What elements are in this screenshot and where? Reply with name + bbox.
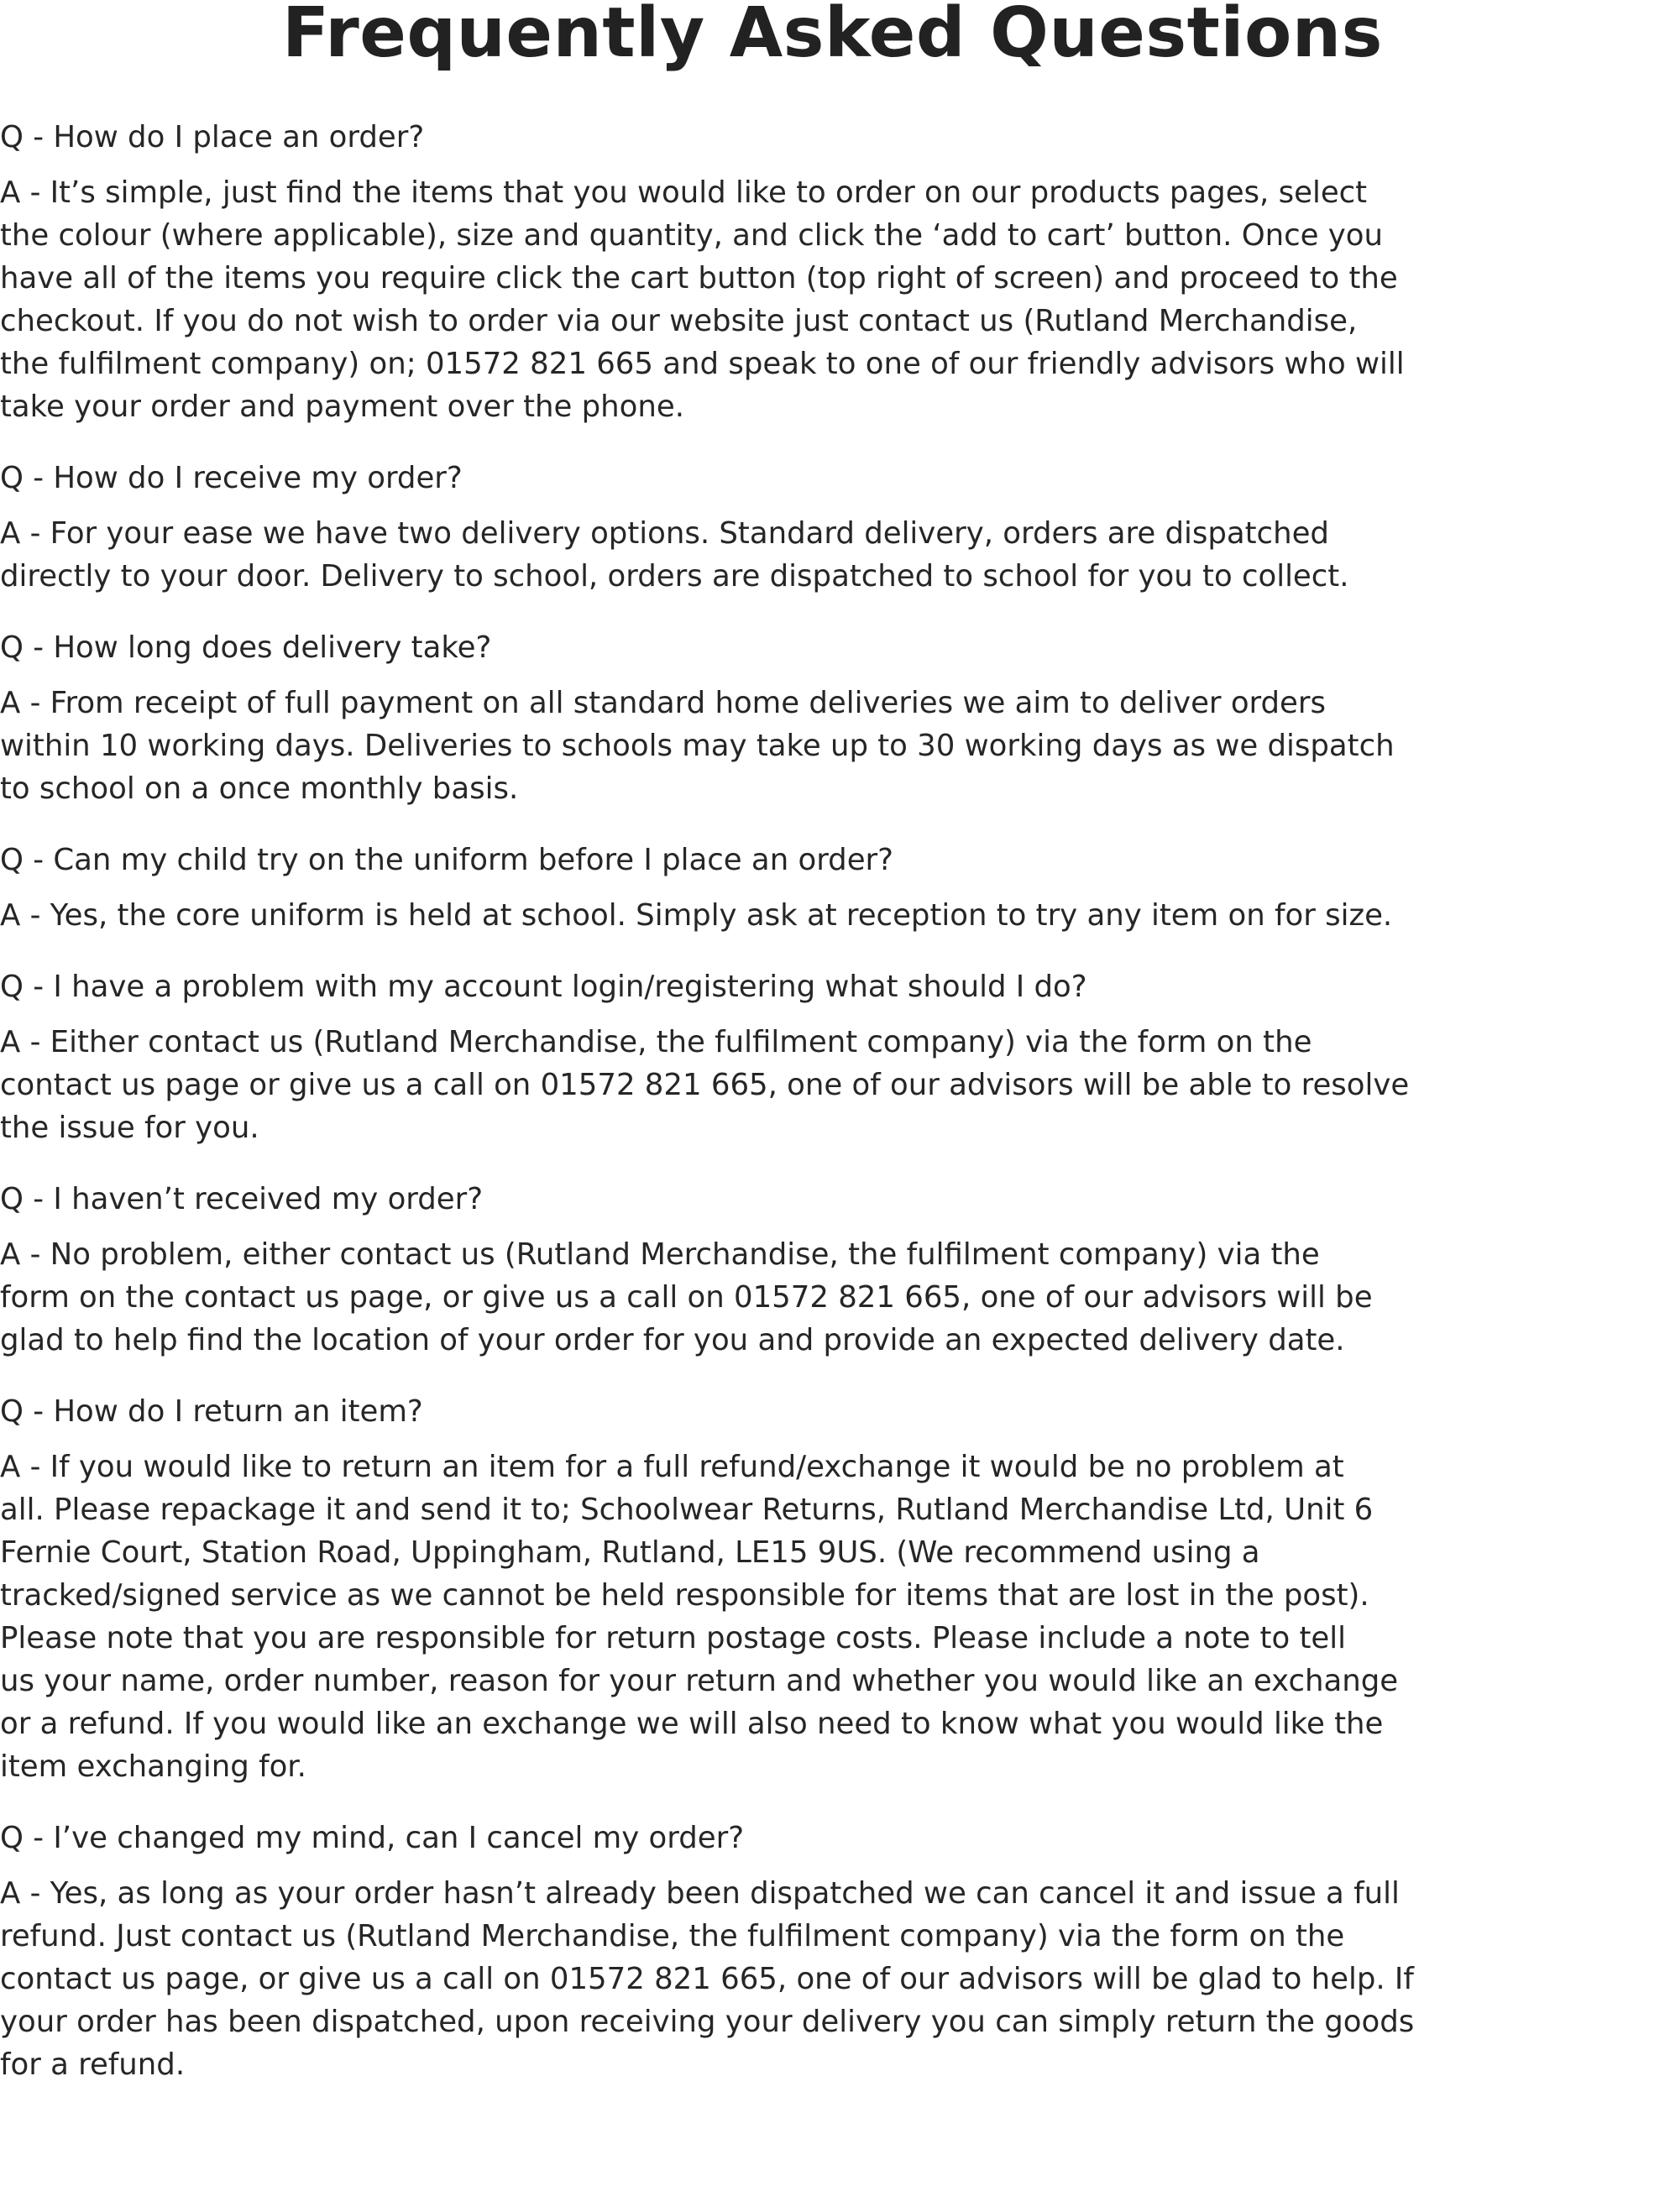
faq-answer: A - For your ease we have two delivery options. Standard delivery, orders are dispatched directly to your door. Delivery to school, orders are dispatched to school for you to collect. [0, 516, 1349, 594]
faq-question: Q - How long does delivery take? [0, 630, 492, 665]
faq-question: Q - How do I receive my order? [0, 461, 463, 495]
faq-answer: A - Either contact us (Rutland Merchandise, the fulfilment company) via the form on the contact us page or give us a call on 01572 821 665, one of our advisors will be able to resolve the issue for you. [0, 1025, 1410, 1145]
faq-item-return-item [0, 1390, 1665, 1788]
faq-item-receive-order [0, 457, 1665, 598]
faq-answer: A - From receipt of full payment on all standard home deliveries we aim to deliver orders within 10 working days. Deliveries to schools may take up to 30 working days as we dispatch to school on a once monthly basis. [0, 686, 1395, 806]
faq-list [0, 116, 1665, 2115]
faq-answer: A - Yes, the core uniform is held at school. Simply ask at reception to try any item on for size. [0, 898, 1393, 933]
faq-answer: A - If you would like to return an item for a full refund/exchange it would be no problem at all. Please repackage it and send it to; Schoolwear Returns, Rutland Merchandise Ltd, Unit 6 Fernie Court, Station Road, Uppingham, Rutland, LE15 9US. (We recommend using a tracked/signed service as we cannot be held responsible for items that are lost in the post). Please note that you are responsible for return postage costs. Please include a note to tell us your name, order number, reason for your return and whether you would like an exchange or a refund. If you would like an exchange we will also need to know what you would like the item exchanging for. [0, 1450, 1399, 1784]
faq-answer: A - Yes, as long as your order hasn’t already been dispatched we can cancel it and issue a full refund. Just contact us (Rutland Merchandise, the fulfilment company) via the form on the contact us page, or give us a call on 01572 821 665, one of our advisors will be glad to help. If your order has been dispatched, upon receiving your delivery you can simply return the goods for a refund. [0, 1876, 1415, 2082]
faq-answer: A - No problem, either contact us (Rutland Merchandise, the fulfilment company) via the form on the contact us page, or give us a call on 01572 821 665, one of our advisors will be glad to help find the location of your order for you and provide an expected delivery date. [0, 1237, 1373, 1357]
faq-question: Q - Can my child try on the uniform before I place an order? [0, 843, 893, 877]
faq-answer: A - It’s simple, just find the items that you would like to order on our products pages, select the colour (where applicable), size and quantity, and click the ‘add to cart’ button. Once you have all of the items you require click the cart button (top right of screen) and proceed to the checkout. If you do not wish to order via our website just contact us (Rutland Merchandise, the fulfilment company) on; 01572 821 665 and speak to one of our friendly advisors who will take your order and payment over the phone. [0, 175, 1405, 424]
faq-question: Q - I’ve changed my mind, can I cancel my order? [0, 1821, 745, 1855]
faq-question: Q - I haven’t received my order? [0, 1182, 484, 1216]
faq-question: Q - I have a problem with my account login/registering what should I do? [0, 970, 1087, 1004]
faq-item-cancel-order [0, 1817, 1665, 2086]
faq-item-try-uniform [0, 839, 1665, 937]
faq-question: Q - How do I return an item? [0, 1394, 423, 1429]
faq-item-delivery-time [0, 626, 1665, 810]
faq-item-account-login [0, 965, 1665, 1149]
faq-item-place-order [0, 116, 1665, 428]
page-title: Frequently Asked Questions [282, 0, 1383, 73]
faq-question: Q - How do I place an order? [0, 120, 425, 154]
faq-item-not-received [0, 1178, 1665, 1362]
